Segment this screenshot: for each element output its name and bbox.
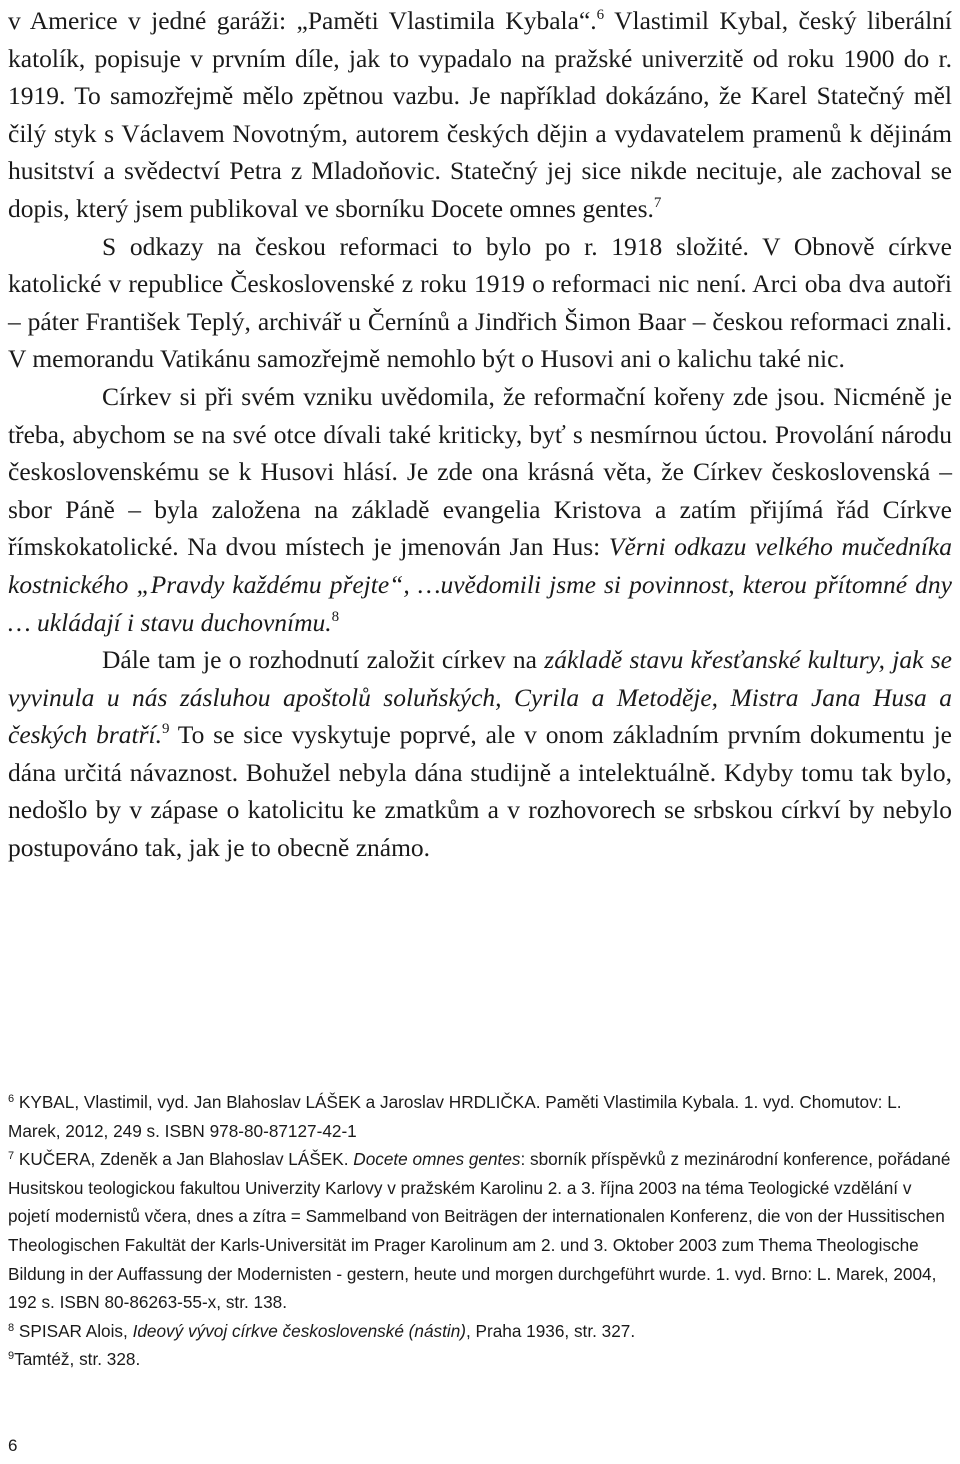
page-number: 6 [8,1436,18,1455]
footnote-8-number: 8 [8,1321,15,1334]
paragraph-4 [8,641,952,867]
footnote-6-number: 6 [8,1093,15,1105]
footnote-9 [8,1345,952,1374]
main-text [8,2,952,867]
footnote-8-text-a: SPISAR Alois, [18,1320,133,1341]
footnote-ref-7[interactable]: 7 [653,194,662,211]
footnote-7-number: 7 [8,1150,15,1163]
footnotes [8,1088,952,1374]
footnote-6 [8,1088,952,1145]
paragraph-4-text-b: To se sice vyskytuje poprvé, ale v onom základním prvním dokumentu je dána určitá návaznost. Bohužel nebyla dána studijně a intelektuálně. Kdyby tomu tak bylo, nedošlo by v zápase o katolicitu ke zmatkům a v rozhovorech se srbskou církví by nebylo postupováno tak, jak je to obecně známo. [8,720,953,863]
footnote-7-text-a: KUČERA, Zdeněk a Jan Blahoslav LÁŠEK. [18,1149,354,1170]
footnote-7-title: Docete omnes gentes [353,1149,521,1170]
footnote-7-text-b: : sborník příspěvků z mezinárodní konference, pořádané Husitskou teologickou fakultou Univerzity Karlovy v pražském Karolinu 2. a 3. října 2003 na téma Teologické vzdělání v pojetí modernistů včera, dnes a zítra = Sammelband von Beiträgen der internationalen Konferenz, die von der Hussitischen Theologischen Fakultät der Karls-Universität im Prager Karolinum am 2. und 3. Oktober 2003 zum Thema Theologische Bildung in der Auffassung der Modernisten - gestern, heute und morgen durchgeführt wurde. 1. vyd. Brno: L. Marek, 2004, 192 s. ISBN 80-86263-55-x, str. 138. [8,1149,951,1313]
paragraph-4-quote: základě stavu křesťanské kultury, jak se vyvinula u nás zásluhou apoštolů soluňských, Cyrila a Metoděje, Mistra Jana Husa a českých bratří. [8,645,952,750]
footnote-6-text: KYBAL, Vlastimil, vyd. Jan Blahoslav LÁŠEK a Jaroslav HRDLIČKA. Paměti Vlastimila Kybala. 1. vyd. Chomutov: L. Marek, 2012, 249 s. ISBN 978-80-87127-42-1 [8,1092,902,1141]
paragraph-4-text-a: Dále tam je o rozhodnutí založit církev na [102,645,545,675]
paragraph-2: S odkazy na českou reformaci to bylo po r. 1918 složité. V Obnově církve katolické v republice Československé z roku 1919 o reformaci nic není. Arci oba dva autoři – páter František Teplý, archivář u Černínů a Jindřich Šimon Baar – českou reformaci znali. V memorandu Vatikánu samozřejmě nemohlo být o Husovi ani o kalichu také nic. [8,231,952,374]
paragraph-1-text-b: Vlastimil Kybal, český liberální katolík, popisuje v prvním díle, jak to vypadalo na pražské univerzitě od roku 1900 do r. 1919. To samozřejmě mělo zpětnou vazbu. Je například dokázáno, že Karel Statečný měl čilý styk s Václavem Novotným, autorem českých dějin a vydavatelem pramenů k dějinám husitství a svědectví Petra z Mladoňovic. Statečný jej sice nikde necituje, ale zachoval se dopis, který jsem publikoval ve sborníku Docete omnes gentes. [8,6,952,223]
paragraph-3 [8,378,952,641]
footnote-8-text-b: , Praha 1936, str. 327. [465,1320,636,1341]
paragraph-1-text-a: v Americe v jedné garáži: „Paměti Vlastimila Kybala“. [8,6,597,35]
footnote-8 [8,1317,952,1346]
footnote-7 [8,1145,952,1317]
paragraph-1 [8,2,952,228]
footnote-9-text: Tamtéž, str. 328. [14,1349,141,1370]
paragraph-3-text: Církev si při svém vzniku uvědomila, že reformační kořeny zde jsou. Nicméně je třeba, abychom se na své otce dívali také kriticky, byť s nesmírnou úctou. Provolání národu československému se k Husovi hlásí. Je zde ona krásná věta, že Církev československá – sbor Páně – byla založena na základě evangelia Kristova a zatím přijímá řád Církve římskokatolické. Na dvou místech je jmenován Jan Hus: [8,381,952,562]
footnote-ref-8[interactable]: 8 [331,608,340,625]
footnote-9-number: 9 [8,1350,15,1363]
footnote-ref-9[interactable]: 9 [161,721,170,738]
footnote-ref-6[interactable]: 6 [596,7,605,23]
paragraph-3-quote: Věrni odkazu velkého mučedníka kostnického „Pravdy každému přejte“, …uvědomili jsme si povinnost, kterou přítomné dny … ukládají i stavu duchovnímu. [8,532,952,637]
footnote-8-title: Ideový vývoj církve československé (nástin) [132,1320,466,1341]
